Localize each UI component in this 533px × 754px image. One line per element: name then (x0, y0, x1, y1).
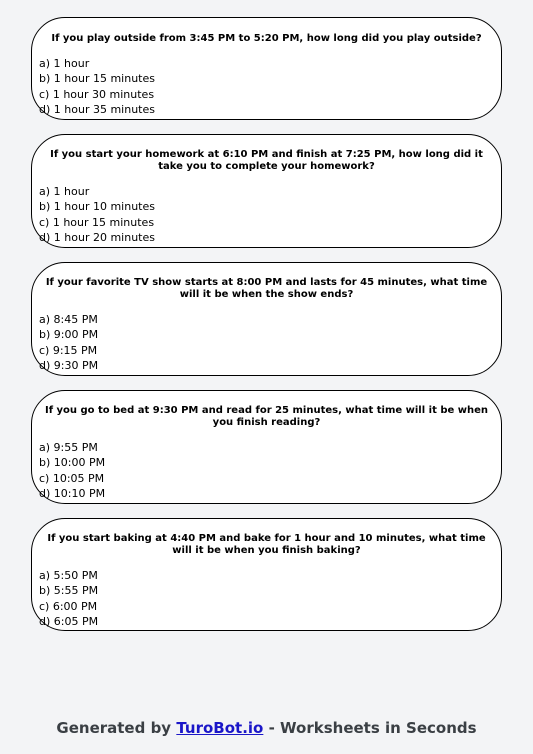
answer-options (39, 56, 494, 117)
option-c: c) 10:05 PM (39, 471, 105, 485)
answer-options (39, 184, 494, 245)
question-card-3 (31, 262, 502, 376)
option-a: a) 9:55 PM (39, 441, 98, 454)
option-d: d) 1 hour 20 minutes (39, 230, 155, 244)
question-card-4 (31, 390, 502, 504)
question-text: If you play outside from 3:45 PM to 5:20 PM, how long did you play outside? (51, 33, 482, 44)
answer-options (39, 312, 494, 373)
question-text: If you go to bed at 9:30 PM and read for 25 minutes, what time will it be when you finish reading? (44, 405, 489, 428)
question-text: If you start baking at 4:40 PM and bake for 1 hour and 10 minutes, what time will it be when you finish baking? (47, 533, 486, 556)
footer (0, 719, 533, 737)
question-card-5 (31, 518, 502, 631)
option-a: a) 8:45 PM (39, 313, 98, 326)
answer-options (39, 568, 494, 629)
option-a: a) 1 hour (39, 185, 90, 198)
option-b: b) 5:55 PM (39, 584, 99, 598)
question-card-1 (31, 17, 502, 120)
option-b: b) 1 hour 15 minutes (39, 72, 155, 86)
option-a: a) 5:50 PM (39, 569, 98, 582)
footer-suffix: - Worksheets in Seconds (268, 719, 477, 737)
option-c: c) 1 hour 30 minutes (39, 87, 155, 101)
option-d: d) 6:05 PM (39, 614, 99, 628)
question-card-2 (31, 134, 502, 248)
option-d: d) 9:30 PM (39, 358, 99, 372)
option-d: d) 1 hour 35 minutes (39, 102, 155, 116)
option-c: c) 1 hour 15 minutes (39, 215, 155, 229)
answer-options (39, 440, 494, 501)
turobot-link[interactable]: TuroBot.io (176, 719, 264, 737)
question-text: If you start your homework at 6:10 PM and finish at 7:25 PM, how long did it take you to complete your homework? (50, 149, 483, 172)
option-b: b) 9:00 PM (39, 328, 99, 342)
option-c: c) 6:00 PM (39, 599, 98, 613)
option-a: a) 1 hour (39, 57, 90, 70)
option-b: b) 1 hour 10 minutes (39, 200, 155, 214)
option-c: c) 9:15 PM (39, 343, 98, 357)
option-d: d) 10:10 PM (39, 486, 106, 500)
footer-prefix: Generated by (56, 719, 172, 737)
option-b: b) 10:00 PM (39, 456, 106, 470)
question-text: If your favorite TV show starts at 8:00 PM and lasts for 45 minutes, what time will it be when the show ends? (45, 277, 488, 300)
